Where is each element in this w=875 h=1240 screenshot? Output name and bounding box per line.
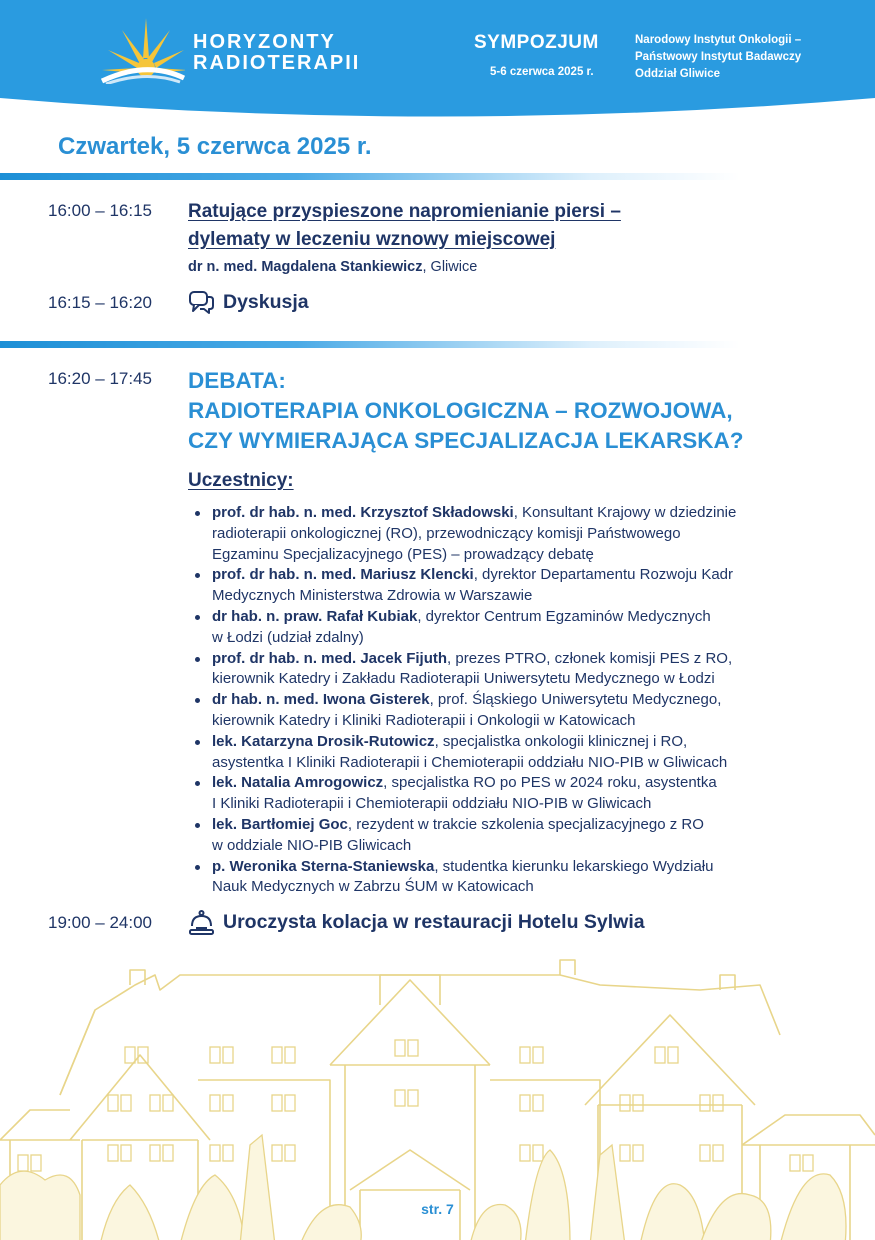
chat-bubbles-icon <box>188 289 215 316</box>
page-header <box>0 0 875 125</box>
speaker <box>188 259 477 275</box>
speaker-place: , Gliwice <box>422 259 478 275</box>
session-time: 16:15 – 16:20 <box>48 293 152 312</box>
bullet <box>195 657 200 662</box>
participant-name: prof. dr hab. n. med. Jacek Fijuth <box>212 649 448 667</box>
participant-role: radioterapii onkologicznej (RO), przewodniczący komisji Państwowego <box>212 524 681 542</box>
participant-name: lek. Natalia Amrogowicz <box>212 774 384 792</box>
participant-role: , rezydent w trakcie szkolenia specjalizacyjnego z RO <box>347 815 704 833</box>
participant-role: w Łodzi (udział zdalny) <box>212 628 364 646</box>
participant-role: Nauk Medycznych w Zabrzu ŚUM w Katowicach <box>212 878 534 896</box>
debate-title <box>188 366 743 456</box>
participant-role: , specjalistka RO po PES w 2024 roku, asystentka <box>383 774 717 792</box>
symposium-dates: 5-6 czerwca 2025 r. <box>490 66 594 78</box>
participant-role: , specjalistka onkologii klinicznej i RO, <box>434 732 688 750</box>
participant-role: , dyrektor Departamentu Rozwoju Kadr <box>473 566 734 584</box>
list-item <box>192 815 852 857</box>
participant-name: prof. dr hab. n. med. Mariusz Klencki <box>212 566 474 584</box>
participant-role: kierownik Katedry i Zakładu Radioterapii Uniwersytetu Medycznego w Łodzi <box>212 670 715 688</box>
institute-line: Narodowy Instytut Onkologii – <box>635 34 802 46</box>
participant-role: kierownik Katedry i Kliniki Radioterapii i Onkologii w Katowicach <box>212 711 636 729</box>
participant-role: , prezes PTRO, członek komisji PES z RO, <box>447 649 733 667</box>
day-title: Czwartek, 5 czerwca 2025 r. <box>58 133 372 160</box>
participant-role: , dyrektor Centrum Egzaminów Medycznych <box>417 607 711 625</box>
discussion-label: Dyskusja <box>223 291 309 313</box>
dinner-cloche-icon <box>188 909 215 936</box>
participant-role: Medycznych Ministerstwa Zdrowia w Warszawie <box>212 587 533 605</box>
participant-name: lek. Bartłomiej Goc <box>212 815 348 833</box>
participant-role: Egzaminu Specjalizacyjnego (PES) – prowadzący debatę <box>212 545 594 563</box>
list-item <box>192 732 852 774</box>
participants-heading: Uczestnicy: <box>188 470 294 491</box>
institute-name <box>635 32 801 83</box>
list-item <box>192 565 852 607</box>
participant-name: dr hab. n. med. Iwona Gisterek <box>212 691 430 709</box>
participant-role: w oddziale NIO-PIB Gliwicach <box>212 836 412 854</box>
list-item <box>192 503 852 565</box>
institute-line: Oddział Gliwice <box>635 68 720 80</box>
section-divider <box>0 341 740 348</box>
page-number: str. 7 <box>421 1201 454 1217</box>
speaker-name: dr n. med. Magdalena Stankiewicz <box>188 259 423 275</box>
participant-role: , Konsultant Krajowy w dziedzinie <box>513 504 737 521</box>
participant-role: , studentka kierunku lekarskiego Wydziału <box>434 857 714 875</box>
logo-line-2: RADIOTERAPII <box>193 52 361 74</box>
participants-list <box>192 503 852 898</box>
session-time: 16:00 – 16:15 <box>48 201 152 220</box>
discussion-row <box>188 289 309 316</box>
participant-name: p. Weronika Sterna-Staniewska <box>212 857 435 875</box>
bullet <box>195 698 200 703</box>
participant-name: dr hab. n. praw. Rafał Kubiak <box>212 607 418 625</box>
bullet <box>195 511 200 516</box>
bullet <box>195 740 200 745</box>
participant-role: I Kliniki Radioterapii i Chemioterapii oddziału NIO-PIB w Gliwicach <box>212 795 652 813</box>
dinner-label: Uroczysta kolacja w restauracji Hotelu Sylwia <box>223 911 645 933</box>
bullet <box>195 781 200 786</box>
bullet <box>195 865 200 870</box>
debate-title-line: RADIOTERAPIA ONKOLOGICZNA – ROZWOJOWA, <box>188 398 733 423</box>
session-time: 19:00 – 24:00 <box>48 913 152 932</box>
hotel-illustration <box>0 945 875 1240</box>
bullet <box>195 615 200 620</box>
debate-title-line: CZY WYMIERAJĄCA SPECJALIZACJA LEKARSKA? <box>188 428 744 453</box>
participant-role: asystentka I Kliniki Radioterapii i Chemioterapii oddziału NIO-PIB w Gliwicach <box>212 753 728 771</box>
talk-title <box>188 198 621 254</box>
participant-name: prof. dr hab. n. med. Krzysztof Składowski <box>212 504 514 521</box>
bullet <box>195 573 200 578</box>
list-item <box>192 857 852 899</box>
talk-title-line: Ratujące przyspieszone napromienianie piersi – <box>188 201 621 222</box>
list-item <box>192 690 852 732</box>
list-item <box>192 773 852 815</box>
list-item <box>192 607 852 649</box>
talk-title-line: dylematy w leczeniu wznowy miejscowej <box>188 229 556 250</box>
bullet <box>195 823 200 828</box>
participant-role: , prof. Śląskiego Uniwersytetu Medycznego, <box>429 691 722 709</box>
session-time: 16:20 – 17:45 <box>48 369 152 388</box>
logo-wordmark <box>193 32 360 74</box>
participant-name: lek. Katarzyna Drosik-Rutowicz <box>212 732 435 750</box>
section-divider <box>0 173 740 180</box>
debate-title-line: DEBATA: <box>188 368 286 393</box>
list-item <box>192 649 852 691</box>
symposium-label: SYMPOZJUM <box>474 32 599 53</box>
logo-line-1: HORYZONTY <box>193 31 336 53</box>
institute-line: Państwowy Instytut Badawczy <box>635 51 802 63</box>
dinner-row <box>188 909 645 936</box>
sun-logo-icon <box>100 18 185 84</box>
